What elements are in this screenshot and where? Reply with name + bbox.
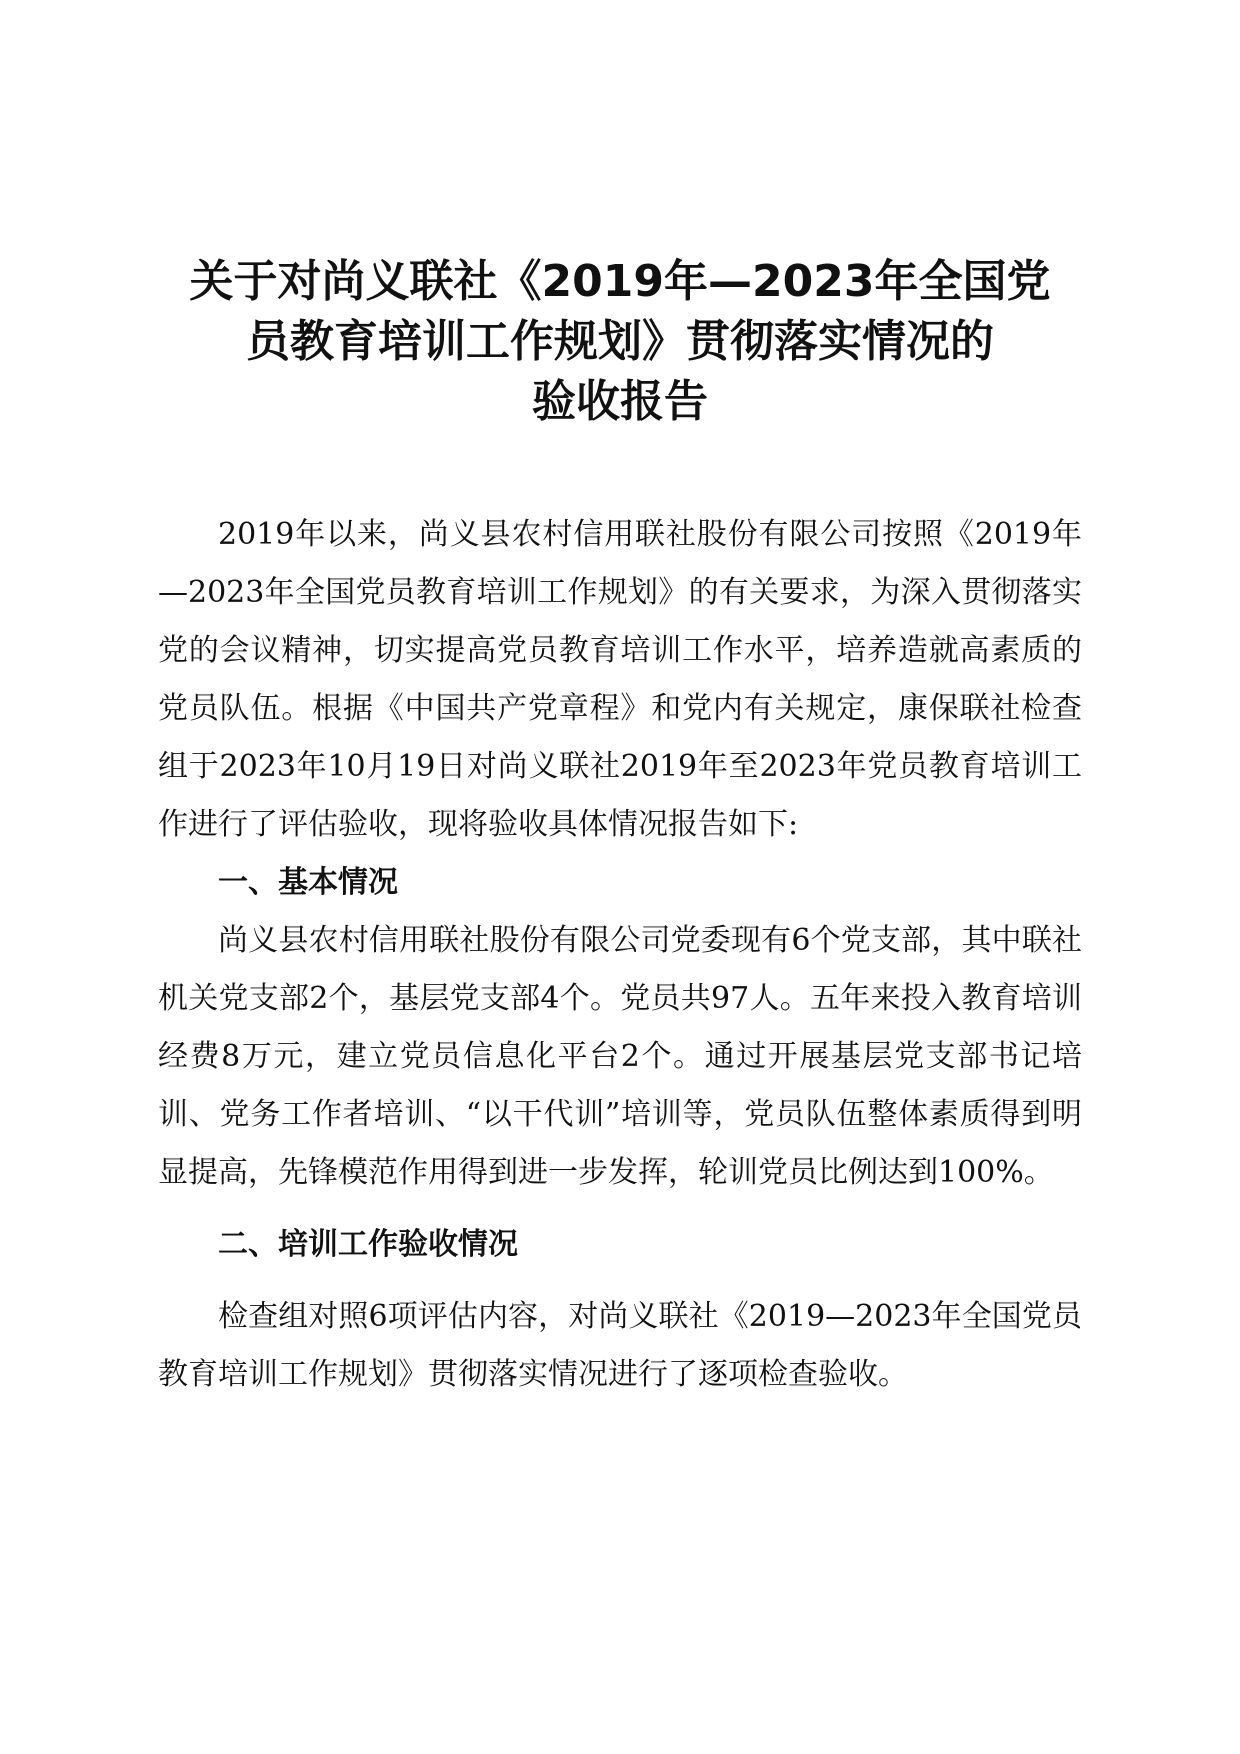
title-line-1: 关于对尚义联社《2019年—2023年全国党 [189,256,1051,307]
section-spacer-2 [158,1274,1082,1288]
section-spacer [158,1202,1082,1216]
intro-paragraph: 2019年以来，尚义县农村信用联社股份有限公司按照《2019年—2023年全国党员教育培训工作规划》的有关要求，为深入贯彻落实党的会议精神，切实提高党员教育培训工作水平，培养造就高素质的党员队伍。根据《中国共产党章程》和党内有关规定，康保联社检查组于2023年10月19日对尚义联社2019年至2023年党员教育培训工作进行了评估验收，现将验收具体情况报告如下: [158,517,1082,842]
basic-situation-paragraph: 尚义县农村信用联社股份有限公司党委现有6个党支部，其中联社机关党支部2个，基层党支部4个。党员共97人。五年来投入教育培训经费8万元，建立党员信息化平台2个。通过开展基层党支部书记培训、党务工作者培训、“以干代训”培训等，党员队伍整体素质得到明显提高，先锋模范作用得到进一步发挥，轮训党员比例达到100%。 [158,923,1082,1190]
document-title [140,252,1100,432]
section-heading-basic-situation: 一、基本情况 [218,865,398,900]
section-heading-acceptance: 二、培训工作验收情况 [218,1227,518,1262]
title-line-2: 员教育培训工作规划》贯彻落实情况的 [246,316,994,367]
acceptance-paragraph: 检查组对照6项评估内容，对尚义联社《2019—2023年全国党员教育培训工作规划》贯彻落实情况进行了逐项检查验收。 [158,1299,1082,1392]
title-line-3: 验收报告 [532,376,708,427]
document-body [158,506,1082,1404]
